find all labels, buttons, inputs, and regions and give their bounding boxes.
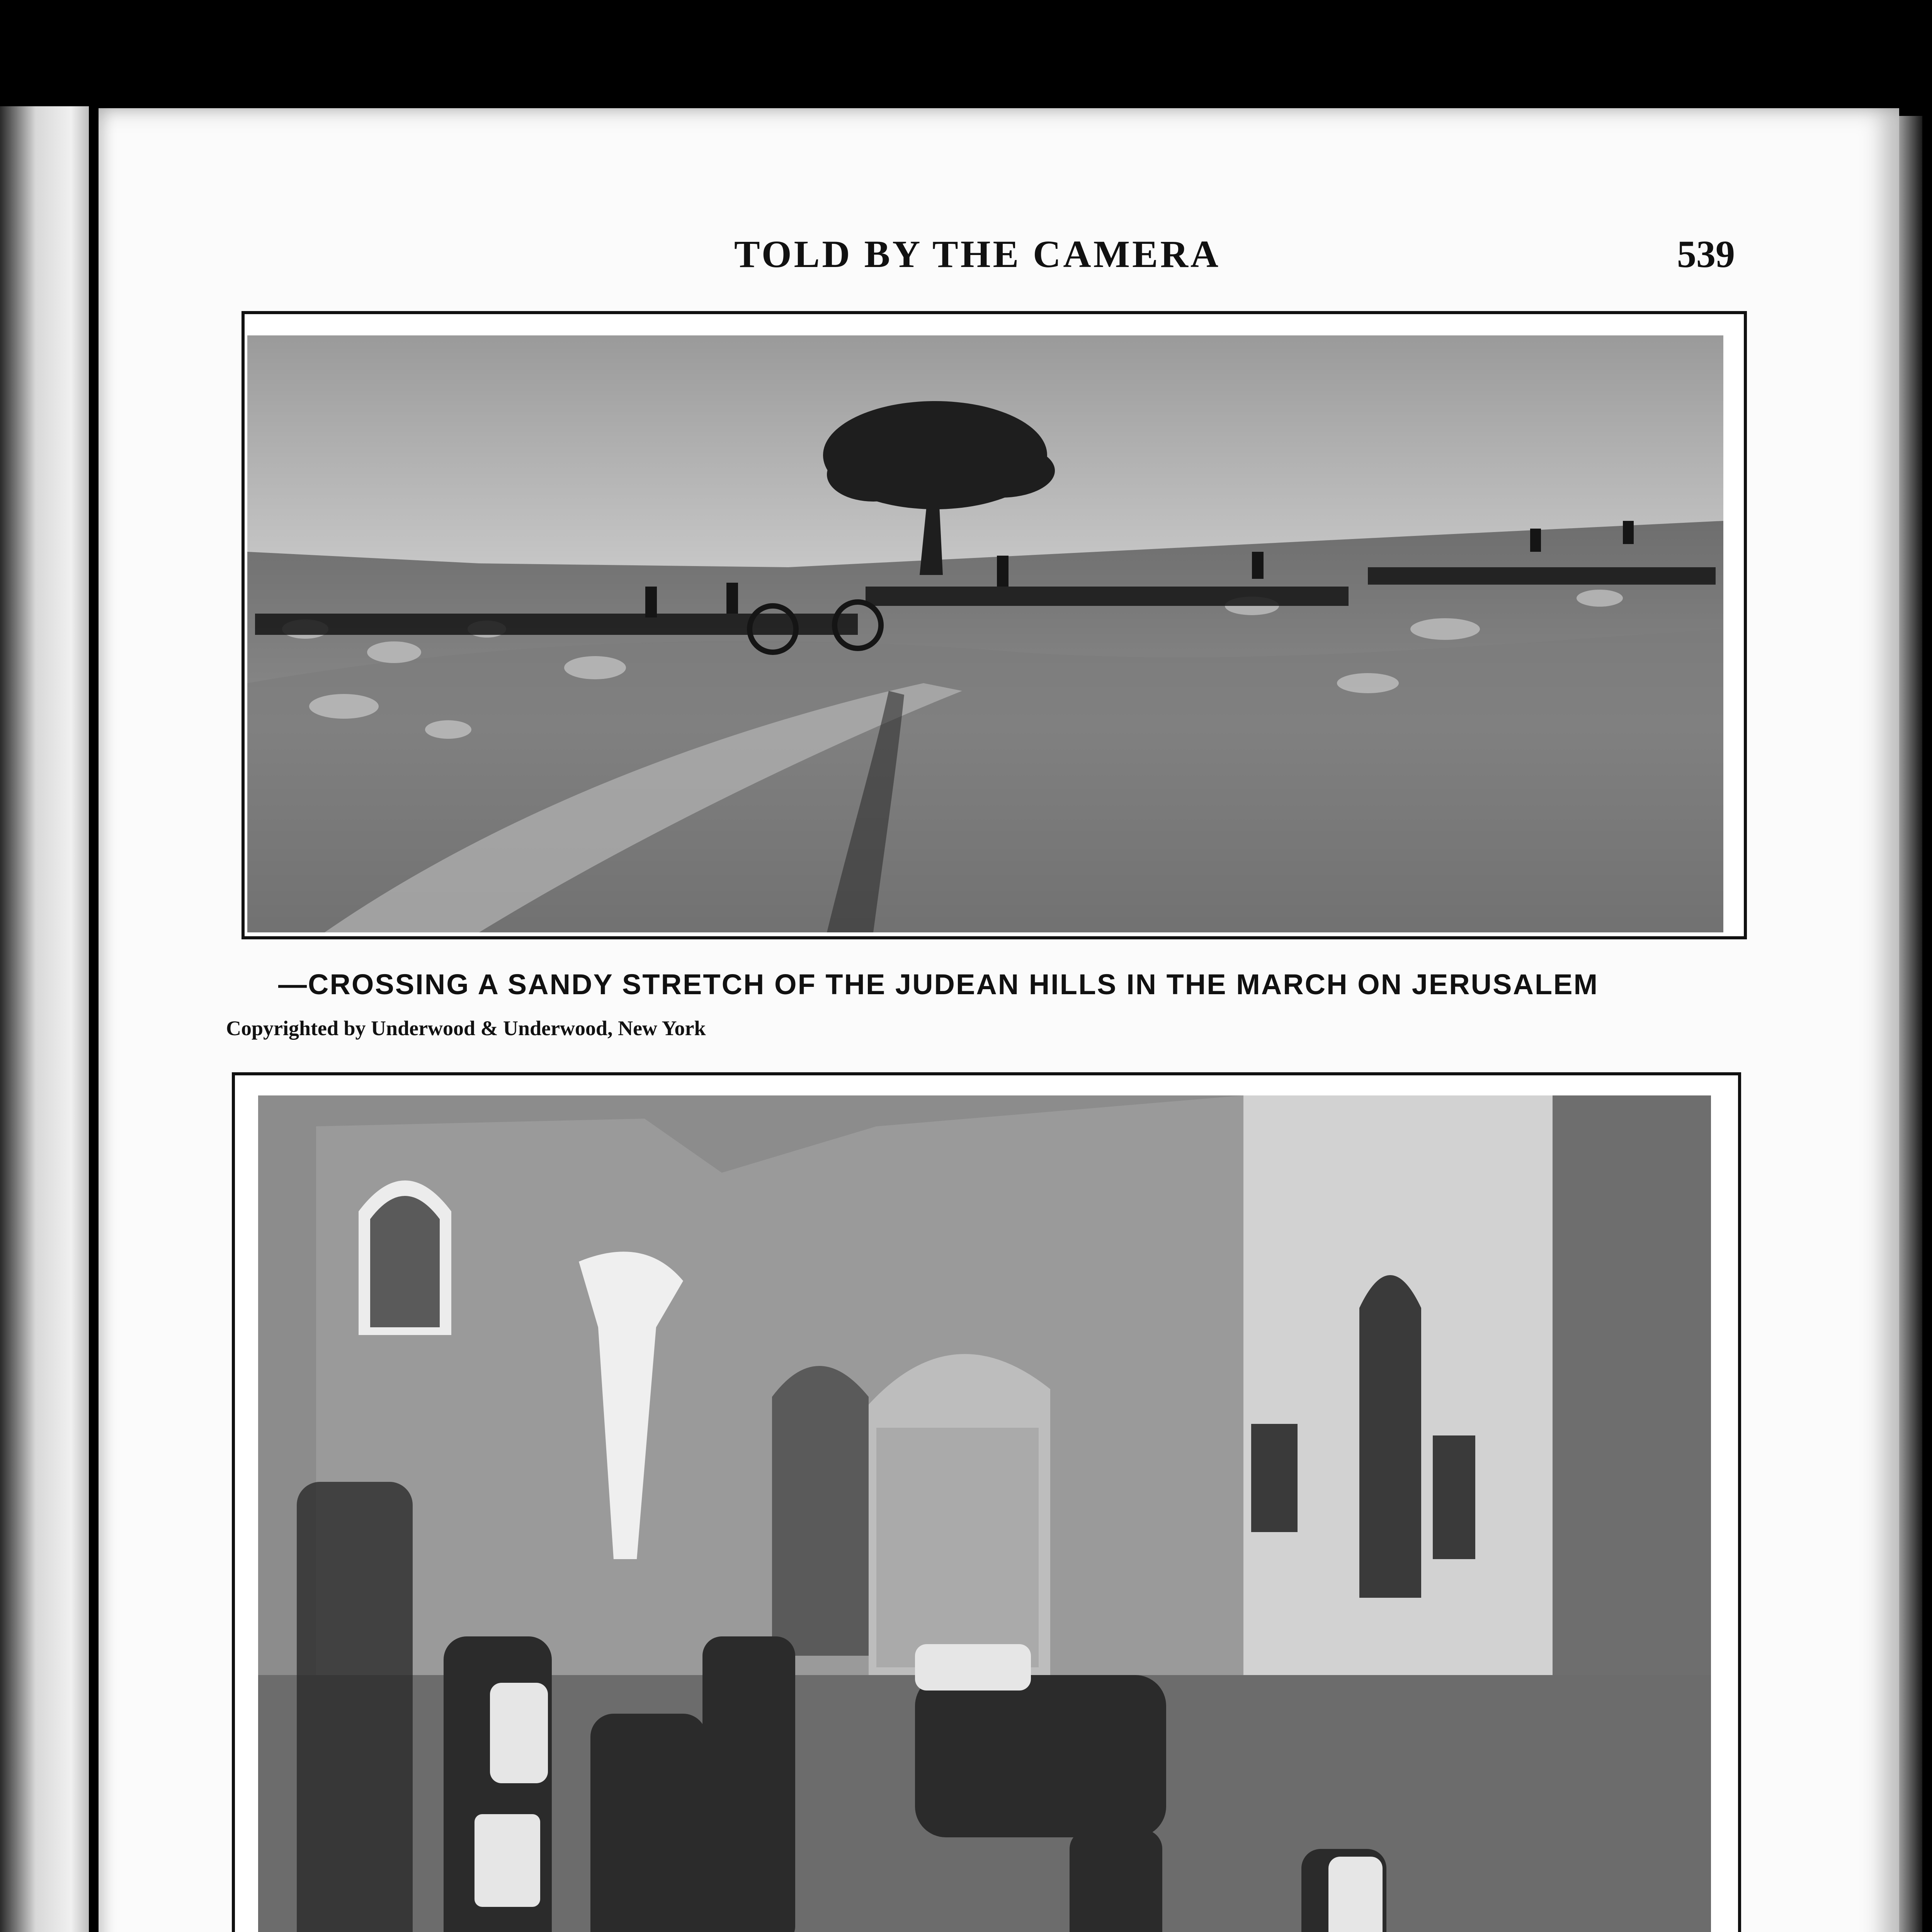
- left-page-edge: [0, 106, 89, 1932]
- page-gutter-shadow: [1899, 116, 1922, 1932]
- judean-hills-photo: [247, 335, 1723, 932]
- running-head: TOLD BY THE CAMERA: [734, 233, 1221, 276]
- page-number: 539: [1677, 233, 1735, 276]
- bagdad-troops-photo: [258, 1095, 1711, 1932]
- top-photo-caption: —CROSSING A SANDY STRETCH OF THE JUDEAN HILLS IN THE MARCH ON JERUSALEM: [278, 968, 1599, 1000]
- top-photo-credit: Copyrighted by Underwood & Underwood, New York: [226, 1017, 706, 1040]
